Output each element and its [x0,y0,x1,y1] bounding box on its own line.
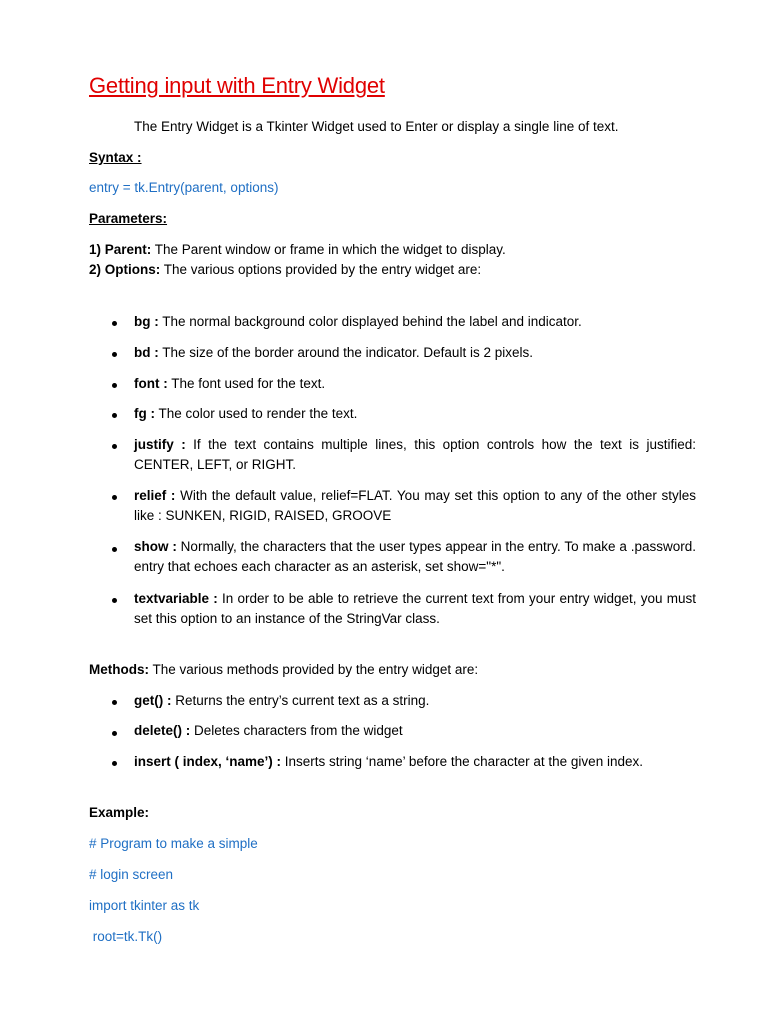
option-desc: With the default value, relief=FLAT. You may set this option to any of the other styles like : SUNKEN, RIGID, RAISED, GROOVE [134,488,696,523]
option-name: show : [134,539,177,554]
method-item [134,721,696,741]
method-desc: Inserts string ‘name’ before the character at the given index. [281,754,643,769]
example-heading: Example: [89,805,150,820]
methods-intro: The various methods provided by the entry widget are: [149,662,479,677]
option-item [134,486,696,526]
bullet-icon [112,444,117,449]
bullet-icon [112,383,117,388]
option-desc: In order to be able to retrieve the current text from your entry widget, you must set this option to an instance of the StringVar class. [134,591,696,626]
param-text: The various options provided by the entry widget are: [160,262,482,277]
bullet-icon [112,495,117,500]
option-desc: The color used to render the text. [155,406,358,421]
method-name: insert ( index, ‘name’) : [134,754,282,769]
methods-label: Methods: [89,662,149,677]
option-item [134,435,696,475]
option-desc: The normal background color displayed behind the label and indicator. [158,314,582,329]
code-line: root=tk.Tk() [89,929,163,944]
option-item [134,537,696,577]
syntax-heading: Syntax : [89,150,142,165]
option-item [134,343,696,363]
option-item [134,374,696,394]
method-desc: Deletes characters from the widget [190,723,403,738]
option-item [134,404,696,424]
bullet-icon [112,700,117,705]
param-label: 1) Parent: [89,242,152,257]
method-item [134,752,696,772]
param-item [89,240,506,260]
option-name: fg : [134,406,155,421]
bullet-icon [112,352,117,357]
method-item [134,691,696,711]
option-name: relief : [134,488,176,503]
option-desc: If the text contains multiple lines, this option controls how the text is justified: CENTER, LEFT, or RIGHT. [134,437,696,472]
page-title: Getting input with Entry Widget [89,73,385,98]
option-desc: The font used for the text. [167,376,326,391]
syntax-code: entry = tk.Entry(parent, options) [89,180,279,195]
bullet-icon [112,598,117,603]
option-name: bd : [134,345,159,360]
code-line: # Program to make a simple [89,836,258,851]
option-item [134,589,696,629]
bullet-icon [112,731,117,736]
option-item [134,312,696,332]
bullet-icon [112,761,117,766]
option-desc: The size of the border around the indicator. Default is 2 pixels. [158,345,533,360]
bullet-icon [112,413,117,418]
methods-heading [89,660,478,680]
bullet-icon [112,547,117,552]
option-name: justify : [134,437,186,452]
param-text: The Parent window or frame in which the widget to display. [151,242,506,257]
option-name: bg : [134,314,159,329]
param-item [89,260,481,280]
option-name: textvariable : [134,591,218,606]
code-line: # login screen [89,867,174,882]
bullet-icon [112,321,117,326]
method-name: get() : [134,693,172,708]
method-desc: Returns the entry’s current text as a string. [171,693,430,708]
code-line: import tkinter as tk [89,898,200,913]
param-label: 2) Options: [89,262,161,277]
option-desc: Normally, the characters that the user types appear in the entry. To make a .password. entry that echoes each character as an asterisk, set show="*". [134,539,696,574]
method-name: delete() : [134,723,191,738]
option-name: font : [134,376,168,391]
parameters-heading: Parameters: [89,211,168,226]
intro-text: The Entry Widget is a Tkinter Widget used to Enter or display a single line of text. [134,119,619,134]
